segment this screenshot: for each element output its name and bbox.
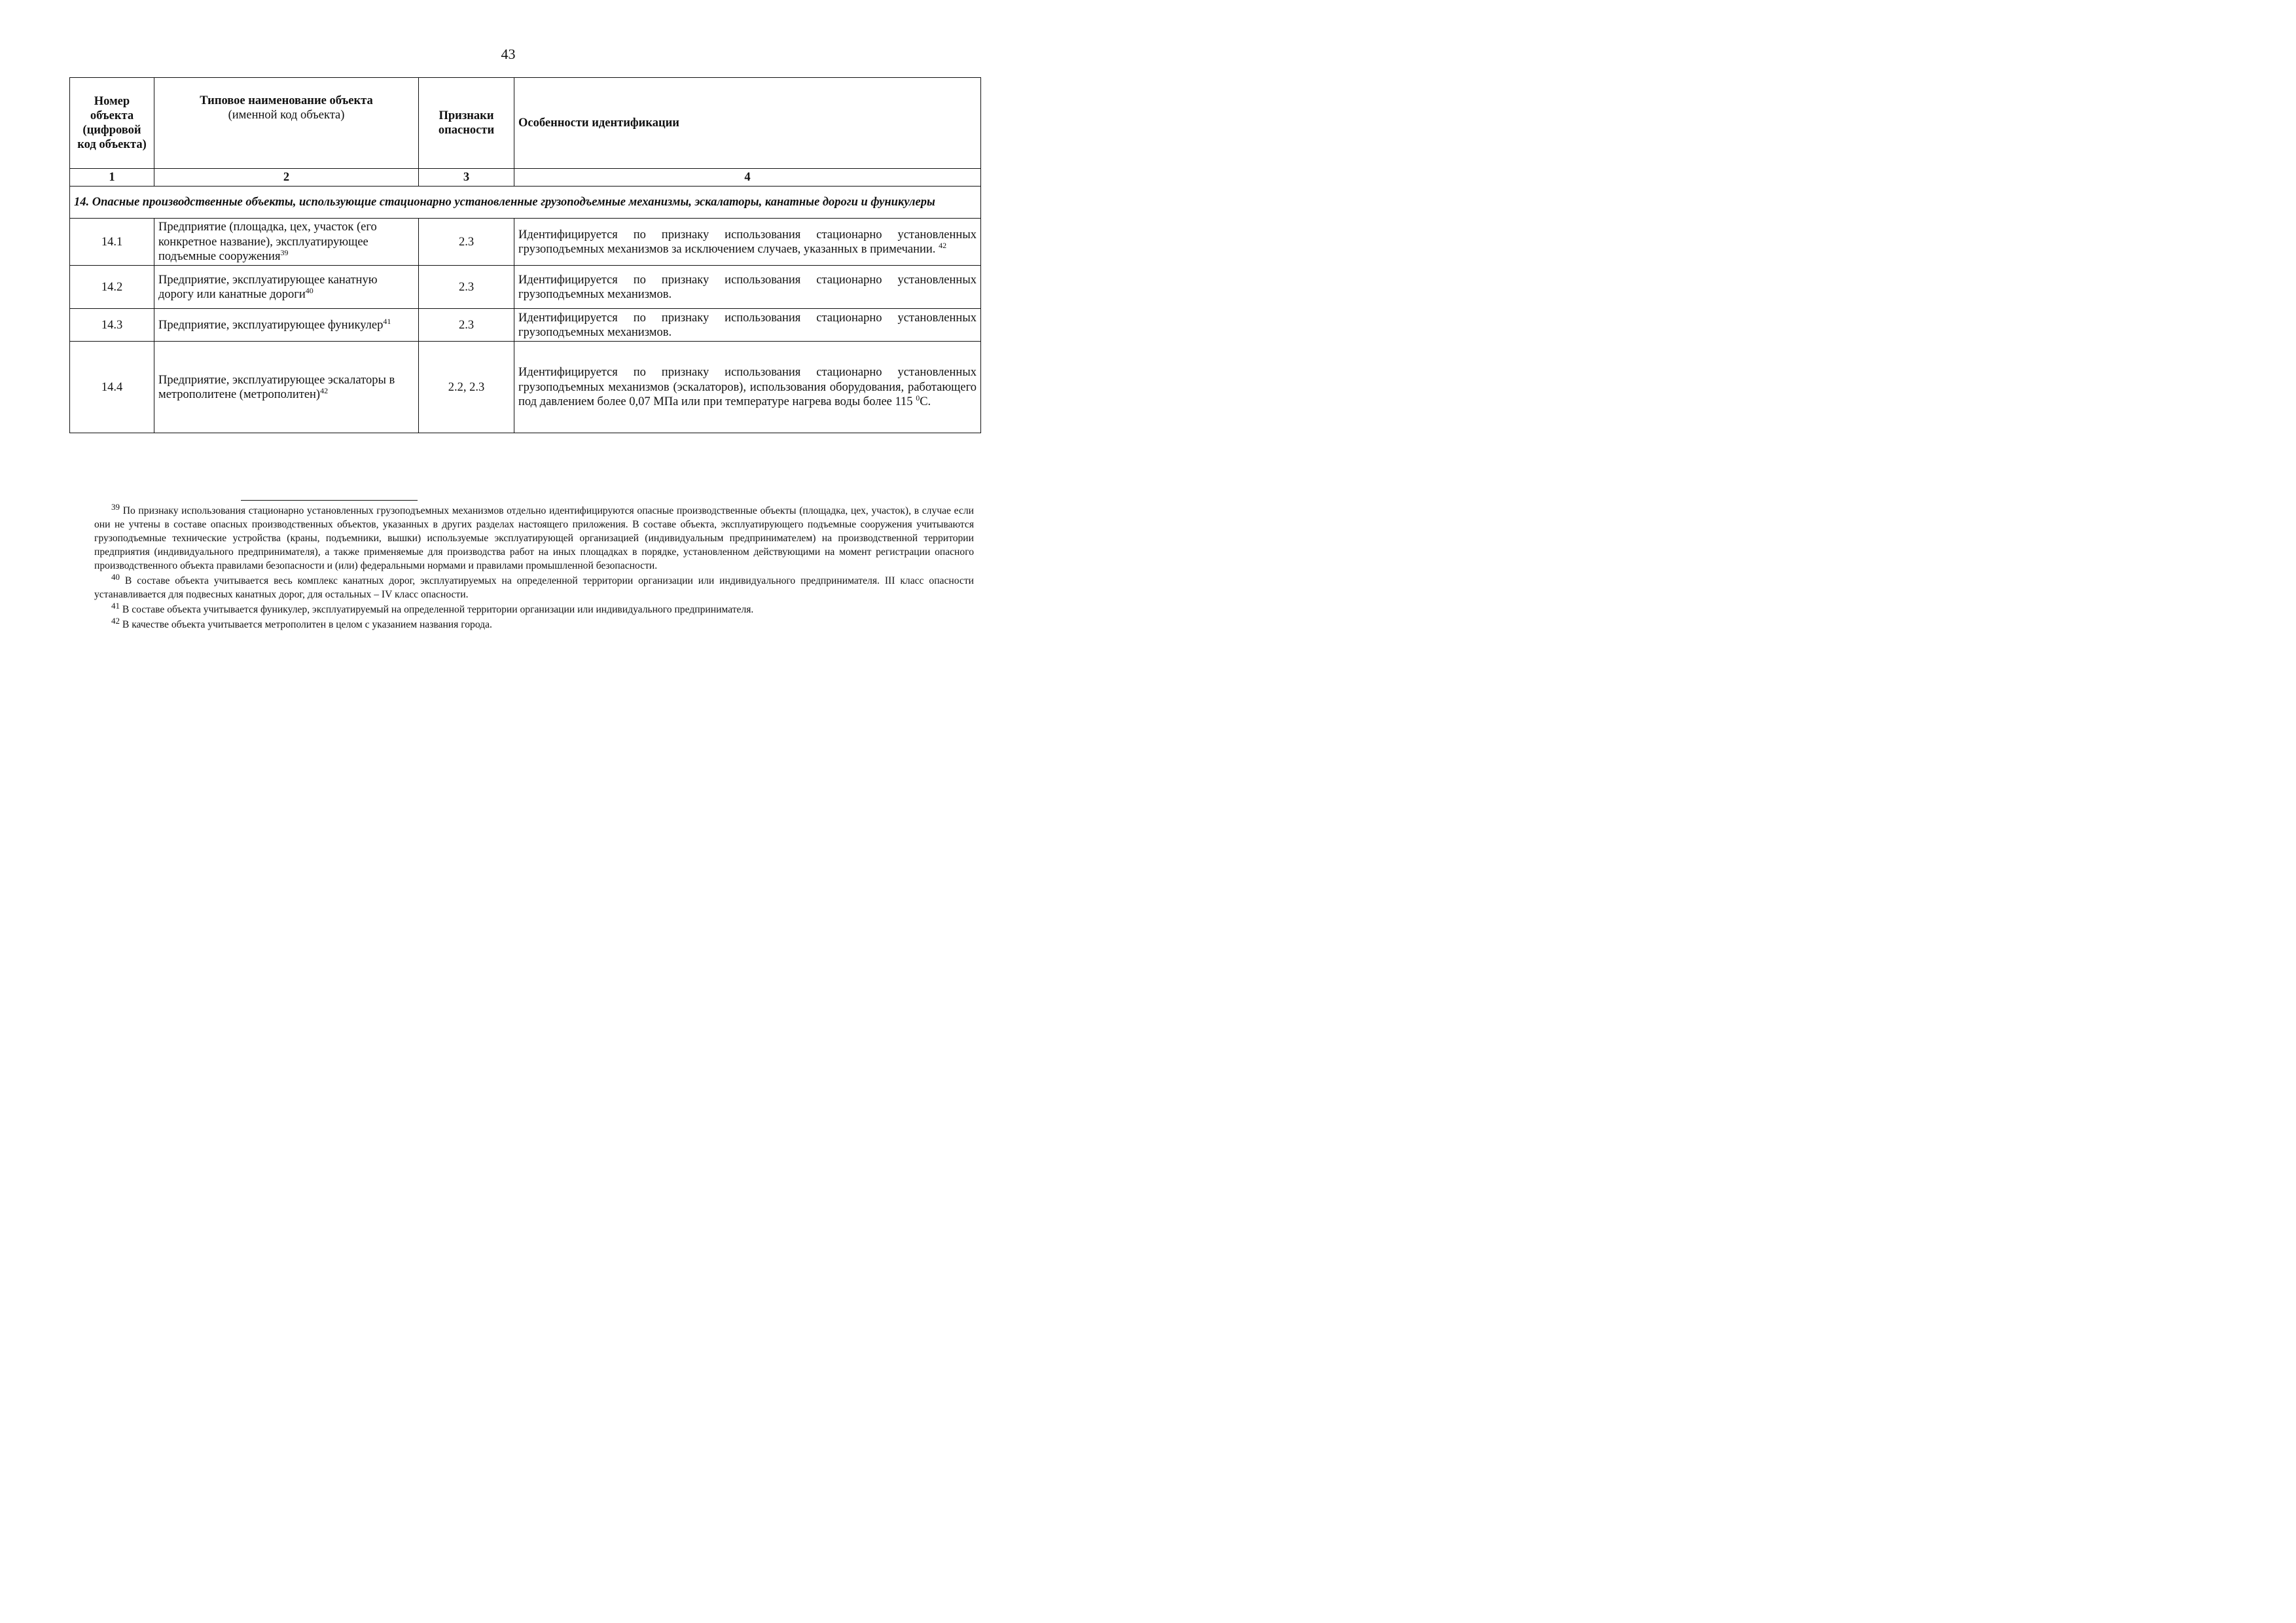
column-number: 1 xyxy=(70,169,154,187)
table-row xyxy=(70,219,981,266)
object-name xyxy=(154,266,419,309)
object-name-text: Предприятие, эксплуатирующее канатную дорогу или канатные дороги xyxy=(158,273,378,301)
footnote-ref: 40 xyxy=(305,285,314,295)
identification-text: Идентифицируется по признаку использования стационарно установленных грузоподъемных механизмов. xyxy=(514,309,981,342)
object-name xyxy=(154,309,419,342)
identification-body: Идентифицируется по признаку использования стационарно установленных грузоподъемных механизмов (эскалаторов), использования оборудования, работающего под давлением более 0,07 МПа или при температуре нагрева воды более 115 xyxy=(518,366,977,408)
footnote-39 xyxy=(94,501,974,573)
column-number: 3 xyxy=(419,169,514,187)
table-header-row xyxy=(70,78,981,169)
footnote-number: 39 xyxy=(111,501,120,512)
table-row xyxy=(70,266,981,309)
footnote-text: В составе объекта учитывается фуникулер, эксплуатируемый на определенной территории организации или индивидуального предпринимателя. xyxy=(122,604,754,615)
column-number: 4 xyxy=(514,169,981,187)
object-number: 14.2 xyxy=(70,266,154,309)
table-row xyxy=(70,342,981,433)
header-object-name xyxy=(154,78,419,169)
footnote-41 xyxy=(94,600,974,616)
header-object-name-title: Типовое наименование объекта xyxy=(200,94,373,107)
footnote-number: 41 xyxy=(111,600,120,611)
object-number: 14.1 xyxy=(70,219,154,266)
header-object-number: Номер объекта (цифровой код объекта) xyxy=(70,78,154,169)
identification-text: Идентифицируется по признаку использования стационарно установленных грузоподъемных механизмов. xyxy=(514,266,981,309)
footnote-40 xyxy=(94,571,974,601)
identification-text xyxy=(514,219,981,266)
object-number: 14.3 xyxy=(70,309,154,342)
section-title: 14. Опасные производственные объекты, использующие стационарно установленные грузоподъемные механизмы, эскалаторы, канатные дороги и фуникулеры xyxy=(70,187,981,219)
degree-sup: 0 xyxy=(916,393,920,402)
table-row xyxy=(70,309,981,342)
column-number: 2 xyxy=(154,169,419,187)
object-number: 14.4 xyxy=(70,342,154,433)
footnote-number: 42 xyxy=(111,615,120,626)
identification-text xyxy=(514,342,981,433)
hazard-objects-table xyxy=(69,77,981,433)
hazard-signs: 2.2, 2.3 xyxy=(419,342,514,433)
footnotes xyxy=(94,501,974,632)
identification-body: Идентифицируется по признаку использования стационарно установленных грузоподъемных механизмов за исключением случаев, указанных в примечании. xyxy=(518,228,977,256)
footnote-text: В составе объекта учитывается весь комплекс канатных дорог, эксплуатируемых на определенной территории организации или индивидуального предпринимателя. III класс опасности устанавливается для подвесных канатных дорог, для остальных – IV класс опасности. xyxy=(94,575,974,600)
footnote-text: По признаку использования стационарно установленных грузоподъемных механизмов отдельно идентифицируются опасные производственные объекты (площадка, цех, участок), в случае если они не учтены в составе опасных производственных объектов, указанных в других разделах настоящего приложения. В составе объекта, эксплуатирующего подъемные сооружения учитываются грузоподъемные технические устройства (краны, подъемники, вышки) используемые эксплуатирующей организацией (индивидуальным предпринимателем) на производственной территории предприятия (индивидуального предпринимателя), а также применяемые для производства работ на иных площадках в порядке, установленном действующими на момент регистрации опасного производственного объекта правилами безопасности и (или) федеральными нормами и правилами промышленной безопасности. xyxy=(94,505,974,571)
footnote-separator xyxy=(241,500,418,501)
header-identification: Особенности идентификации xyxy=(514,78,981,169)
header-hazard-signs: Признаки опасности xyxy=(419,78,514,169)
object-name-text: Предприятие (площадка, цех, участок (его конкретное название), эксплуатирующее подъемные сооружения xyxy=(158,221,377,263)
hazard-signs: 2.3 xyxy=(419,309,514,342)
footnote-42 xyxy=(94,615,974,632)
footnote-ref: 39 xyxy=(280,247,289,257)
identification-unit: С. xyxy=(920,395,931,408)
footnote-text: В качестве объекта учитывается метрополитен в целом с указанием названия города. xyxy=(122,619,492,630)
footnote-ref: 41 xyxy=(383,316,391,326)
object-name-text: Предприятие, эксплуатирующее фуникулер xyxy=(158,318,384,332)
section-title-row xyxy=(70,187,981,219)
object-name xyxy=(154,219,419,266)
header-object-name-sub: (именной код объекта) xyxy=(228,109,345,122)
page-number: 43 xyxy=(501,46,516,62)
column-numbers-row xyxy=(70,169,981,187)
object-name xyxy=(154,342,419,433)
footnote-number: 40 xyxy=(111,571,120,582)
hazard-signs: 2.3 xyxy=(419,219,514,266)
footnote-ref: 42 xyxy=(939,240,947,250)
footnote-ref: 42 xyxy=(320,385,329,395)
object-name-text: Предприятие, эксплуатирующее эскалаторы в метрополитене (метрополитен) xyxy=(158,373,395,401)
hazard-signs: 2.3 xyxy=(419,266,514,309)
